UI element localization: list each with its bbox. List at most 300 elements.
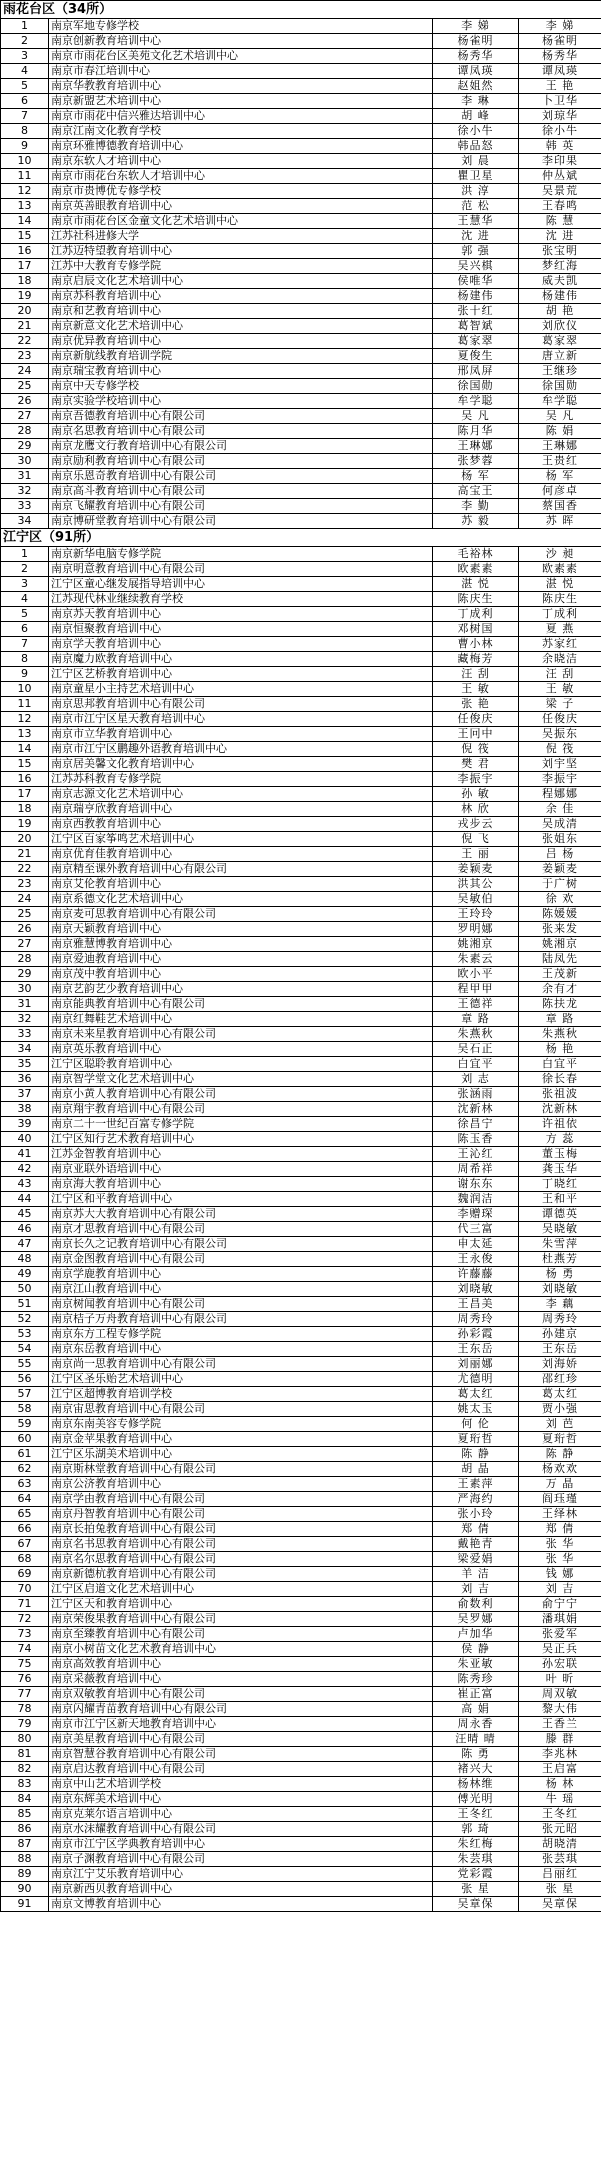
row-number: 89 bbox=[1, 1867, 49, 1882]
school-name: 南京市雨花台东软人才培训中心 bbox=[49, 169, 433, 184]
school-name: 南京市江宁区学典教育培训中心 bbox=[49, 1837, 433, 1852]
principal: 王 敏 bbox=[519, 682, 601, 697]
table-row bbox=[1, 1372, 601, 1387]
table-row bbox=[1, 817, 601, 832]
principal: 俞宁宁 bbox=[519, 1597, 601, 1612]
legal-representative: 欧素素 bbox=[433, 562, 519, 577]
table-row bbox=[1, 1462, 601, 1477]
principal: 王继珍 bbox=[519, 364, 601, 379]
row-number: 31 bbox=[1, 997, 49, 1012]
row-number: 33 bbox=[1, 1027, 49, 1042]
principal: 欧素素 bbox=[519, 562, 601, 577]
principal: 葛太红 bbox=[519, 1387, 601, 1402]
table-row bbox=[1, 439, 601, 454]
school-name: 南京能典教育培训中心有限公司 bbox=[49, 997, 433, 1012]
school-name: 南京创新教育培训中心 bbox=[49, 34, 433, 49]
table-row bbox=[1, 1777, 601, 1792]
table-row bbox=[1, 49, 601, 64]
school-name: 江宁区超博教育培训学校 bbox=[49, 1387, 433, 1402]
table-row bbox=[1, 289, 601, 304]
school-name: 南京新航线教育培训学院 bbox=[49, 349, 433, 364]
row-number: 19 bbox=[1, 289, 49, 304]
row-number: 26 bbox=[1, 922, 49, 937]
legal-representative: 傅光明 bbox=[433, 1792, 519, 1807]
row-number: 58 bbox=[1, 1402, 49, 1417]
principal: 王和平 bbox=[519, 1192, 601, 1207]
table-row bbox=[1, 892, 601, 907]
table-row bbox=[1, 244, 601, 259]
legal-representative: 严海约 bbox=[433, 1492, 519, 1507]
school-name: 南京居美馨文化教育培训中心 bbox=[49, 757, 433, 772]
table-row bbox=[1, 1687, 601, 1702]
legal-representative: 欧小平 bbox=[433, 967, 519, 982]
school-name: 南京市立华教育培训中心 bbox=[49, 727, 433, 742]
legal-representative: 夏珩哲 bbox=[433, 1432, 519, 1447]
row-number: 12 bbox=[1, 712, 49, 727]
legal-representative: 王昌美 bbox=[433, 1297, 519, 1312]
principal: 周双敏 bbox=[519, 1687, 601, 1702]
school-name: 南京小黄人教育培训中心有限公司 bbox=[49, 1087, 433, 1102]
principal: 仲丛斌 bbox=[519, 169, 601, 184]
principal: 姜颖麦 bbox=[519, 862, 601, 877]
table-row bbox=[1, 862, 601, 877]
principal: 陆凤先 bbox=[519, 952, 601, 967]
row-number: 78 bbox=[1, 1702, 49, 1717]
table-row bbox=[1, 379, 601, 394]
table-row bbox=[1, 1552, 601, 1567]
legal-representative: 杨建伟 bbox=[433, 289, 519, 304]
legal-representative: 郑 倩 bbox=[433, 1522, 519, 1537]
table-row bbox=[1, 1762, 601, 1777]
row-number: 87 bbox=[1, 1837, 49, 1852]
principal: 苏家红 bbox=[519, 637, 601, 652]
table-row bbox=[1, 1567, 601, 1582]
table-row bbox=[1, 757, 601, 772]
school-name: 江宁区和平教育培训中心 bbox=[49, 1192, 433, 1207]
row-number: 59 bbox=[1, 1417, 49, 1432]
row-number: 7 bbox=[1, 637, 49, 652]
row-number: 33 bbox=[1, 499, 49, 514]
school-name: 南京学鹿教育培训中心 bbox=[49, 1267, 433, 1282]
principal: 张爱军 bbox=[519, 1627, 601, 1642]
principal: 吴振东 bbox=[519, 727, 601, 742]
principal: 何彦卓 bbox=[519, 484, 601, 499]
school-name: 南京西教教育培训中心 bbox=[49, 817, 433, 832]
legal-representative: 崔正富 bbox=[433, 1687, 519, 1702]
row-number: 15 bbox=[1, 757, 49, 772]
table-row bbox=[1, 907, 601, 922]
school-name: 南京英善眼教育培训中心 bbox=[49, 199, 433, 214]
table-row bbox=[1, 1792, 601, 1807]
row-number: 24 bbox=[1, 364, 49, 379]
principal: 程娜娜 bbox=[519, 787, 601, 802]
principal: 王春鸣 bbox=[519, 199, 601, 214]
row-number: 21 bbox=[1, 847, 49, 862]
school-name: 南京金图教育培训中心有限公司 bbox=[49, 1252, 433, 1267]
row-number: 36 bbox=[1, 1072, 49, 1087]
school-name: 南京市雨花台区美苑文化艺术培训中心 bbox=[49, 49, 433, 64]
table-row bbox=[1, 1447, 601, 1462]
principal: 吕丽红 bbox=[519, 1867, 601, 1882]
principal: 余有才 bbox=[519, 982, 601, 997]
school-name: 南京亚联外语培训中心 bbox=[49, 1162, 433, 1177]
row-number: 28 bbox=[1, 424, 49, 439]
school-name: 南京江山教育培训中心 bbox=[49, 1282, 433, 1297]
school-name: 南京瑞亨欣教育培训中心 bbox=[49, 802, 433, 817]
legal-representative: 倪 筏 bbox=[433, 742, 519, 757]
row-number: 31 bbox=[1, 469, 49, 484]
table-row bbox=[1, 1882, 601, 1897]
row-number: 10 bbox=[1, 682, 49, 697]
legal-representative: 徐小牛 bbox=[433, 124, 519, 139]
legal-representative: 王沁红 bbox=[433, 1147, 519, 1162]
legal-representative: 李 琳 bbox=[433, 94, 519, 109]
row-number: 70 bbox=[1, 1582, 49, 1597]
table-row bbox=[1, 1087, 601, 1102]
row-number: 18 bbox=[1, 802, 49, 817]
principal: 李 藕 bbox=[519, 1297, 601, 1312]
legal-representative: 夏俊生 bbox=[433, 349, 519, 364]
table-row bbox=[1, 1432, 601, 1447]
table-row bbox=[1, 1252, 601, 1267]
school-name: 南京东辉美术培训中心 bbox=[49, 1792, 433, 1807]
principal: 沙 昶 bbox=[519, 547, 601, 562]
row-number: 68 bbox=[1, 1552, 49, 1567]
school-name: 南京麦可思教育培训中心有限公司 bbox=[49, 907, 433, 922]
principal: 余 佳 bbox=[519, 802, 601, 817]
table-row bbox=[1, 1012, 601, 1027]
table-row bbox=[1, 1312, 601, 1327]
table-row bbox=[1, 682, 601, 697]
school-name: 江宁区天和教育培训中心 bbox=[49, 1597, 433, 1612]
legal-representative: 罗明娜 bbox=[433, 922, 519, 937]
legal-representative: 李振宇 bbox=[433, 772, 519, 787]
row-number: 83 bbox=[1, 1777, 49, 1792]
principal: 丁晓红 bbox=[519, 1177, 601, 1192]
principal: 苏 晖 bbox=[519, 514, 601, 529]
table-row bbox=[1, 952, 601, 967]
table-row bbox=[1, 1897, 601, 1912]
principal: 杜燕芳 bbox=[519, 1252, 601, 1267]
table-row bbox=[1, 1732, 601, 1747]
legal-representative: 邓树国 bbox=[433, 622, 519, 637]
principal: 钱 娜 bbox=[519, 1567, 601, 1582]
principal: 徐小牛 bbox=[519, 124, 601, 139]
legal-representative: 邢凤屏 bbox=[433, 364, 519, 379]
table-row bbox=[1, 499, 601, 514]
principal: 张 星 bbox=[519, 1882, 601, 1897]
row-number: 55 bbox=[1, 1357, 49, 1372]
legal-representative: 周秀玲 bbox=[433, 1312, 519, 1327]
legal-representative: 湛 悦 bbox=[433, 577, 519, 592]
legal-representative: 吴罗娜 bbox=[433, 1612, 519, 1627]
row-number: 25 bbox=[1, 379, 49, 394]
table-row bbox=[1, 997, 601, 1012]
principal: 杨欢欢 bbox=[519, 1462, 601, 1477]
legal-representative: 高 娟 bbox=[433, 1702, 519, 1717]
school-name: 江苏迈特望教育培训中心 bbox=[49, 244, 433, 259]
table-row bbox=[1, 1807, 601, 1822]
table-row bbox=[1, 607, 601, 622]
row-number: 27 bbox=[1, 409, 49, 424]
principal: 张姐东 bbox=[519, 832, 601, 847]
table-row bbox=[1, 772, 601, 787]
legal-representative: 王素萍 bbox=[433, 1477, 519, 1492]
school-name: 江苏苏科教育专修学院 bbox=[49, 772, 433, 787]
principal: 李印果 bbox=[519, 154, 601, 169]
legal-representative: 胡 晶 bbox=[433, 1462, 519, 1477]
row-number: 88 bbox=[1, 1852, 49, 1867]
row-number: 16 bbox=[1, 244, 49, 259]
school-name: 南京新德杭教育培训中心有限公司 bbox=[49, 1567, 433, 1582]
legal-representative: 卢加华 bbox=[433, 1627, 519, 1642]
school-name: 南京吾德教育培训中心有限公司 bbox=[49, 409, 433, 424]
school-name: 南京魔力欧教育培训中心 bbox=[49, 652, 433, 667]
table-row bbox=[1, 652, 601, 667]
school-name: 南京新意文化艺术培训中心 bbox=[49, 319, 433, 334]
principal: 余晓洁 bbox=[519, 652, 601, 667]
school-name: 南京优育佳教育培训中心 bbox=[49, 847, 433, 862]
school-name: 南京新西贝教育培训中心 bbox=[49, 1882, 433, 1897]
table-row bbox=[1, 1267, 601, 1282]
school-name: 江苏金智教育培训中心 bbox=[49, 1147, 433, 1162]
school-name: 南京红舞鞋艺术培训中心 bbox=[49, 1012, 433, 1027]
table-row bbox=[1, 214, 601, 229]
table-row bbox=[1, 19, 601, 34]
legal-representative: 申太延 bbox=[433, 1237, 519, 1252]
legal-representative: 王冋中 bbox=[433, 727, 519, 742]
principal: 梁 子 bbox=[519, 697, 601, 712]
table-row bbox=[1, 79, 601, 94]
table-row bbox=[1, 199, 601, 214]
row-number: 5 bbox=[1, 607, 49, 622]
school-name: 江宁区乐湖美术培训中心 bbox=[49, 1447, 433, 1462]
principal: 谭德英 bbox=[519, 1207, 601, 1222]
row-number: 57 bbox=[1, 1387, 49, 1402]
school-name: 江宁区圣乐贻艺术培训中心 bbox=[49, 1372, 433, 1387]
principal: 李 娣 bbox=[519, 19, 601, 34]
row-number: 20 bbox=[1, 304, 49, 319]
principal: 潘琪娟 bbox=[519, 1612, 601, 1627]
school-name: 南京瑞宝教育培训中心 bbox=[49, 364, 433, 379]
school-name: 南京丹智教育培训中心有限公司 bbox=[49, 1507, 433, 1522]
school-name: 江宁区百家筝鸣艺术培训中心 bbox=[49, 832, 433, 847]
row-number: 17 bbox=[1, 787, 49, 802]
school-name: 南京雅慧博教育培训中心 bbox=[49, 937, 433, 952]
row-number: 84 bbox=[1, 1792, 49, 1807]
legal-representative: 孙 敏 bbox=[433, 787, 519, 802]
principal: 杨建伟 bbox=[519, 289, 601, 304]
table-row bbox=[1, 109, 601, 124]
school-name: 南京博研堂教育培训中心有限公司 bbox=[49, 514, 433, 529]
table-row bbox=[1, 1507, 601, 1522]
row-number: 48 bbox=[1, 1252, 49, 1267]
row-number: 16 bbox=[1, 772, 49, 787]
table-row bbox=[1, 64, 601, 79]
principal: 吴晓敏 bbox=[519, 1222, 601, 1237]
row-number: 53 bbox=[1, 1327, 49, 1342]
legal-representative: 王琳娜 bbox=[433, 439, 519, 454]
legal-representative: 赵姐然 bbox=[433, 79, 519, 94]
principal: 牟学聪 bbox=[519, 394, 601, 409]
district-title: 江宁区（91所） bbox=[1, 529, 601, 547]
school-name: 南京江南文化教育学校 bbox=[49, 124, 433, 139]
school-name: 南京乐恩奇教育培训中心有限公司 bbox=[49, 469, 433, 484]
legal-representative: 孙彩霞 bbox=[433, 1327, 519, 1342]
principal: 吴正兵 bbox=[519, 1642, 601, 1657]
school-name: 南京名尔思教育培训中心有限公司 bbox=[49, 1552, 433, 1567]
table-row bbox=[1, 1597, 601, 1612]
table-row bbox=[1, 1207, 601, 1222]
table-row bbox=[1, 967, 601, 982]
principal: 刘宇坚 bbox=[519, 757, 601, 772]
legal-representative: 张 艳 bbox=[433, 697, 519, 712]
legal-representative: 姚湘京 bbox=[433, 937, 519, 952]
table-row bbox=[1, 877, 601, 892]
principal: 王绎林 bbox=[519, 1507, 601, 1522]
principal: 刘 芭 bbox=[519, 1417, 601, 1432]
school-name: 南京采薇教育培训中心 bbox=[49, 1672, 433, 1687]
row-number: 54 bbox=[1, 1342, 49, 1357]
legal-representative: 吴石正 bbox=[433, 1042, 519, 1057]
table-row bbox=[1, 832, 601, 847]
principal: 刘海娇 bbox=[519, 1357, 601, 1372]
legal-representative: 杨秀华 bbox=[433, 49, 519, 64]
principal: 刘欣仪 bbox=[519, 319, 601, 334]
legal-representative: 刘晓敏 bbox=[433, 1282, 519, 1297]
principal: 刘晓敏 bbox=[519, 1282, 601, 1297]
row-number: 64 bbox=[1, 1492, 49, 1507]
row-number: 1 bbox=[1, 547, 49, 562]
row-number: 9 bbox=[1, 667, 49, 682]
table-row bbox=[1, 1477, 601, 1492]
table-row bbox=[1, 139, 601, 154]
table-row bbox=[1, 697, 601, 712]
table-row bbox=[1, 1747, 601, 1762]
principal: 于广树 bbox=[519, 877, 601, 892]
principal: 张芸琪 bbox=[519, 1852, 601, 1867]
legal-representative: 朱燕秋 bbox=[433, 1027, 519, 1042]
principal: 陈 慧 bbox=[519, 214, 601, 229]
principal: 杨 勇 bbox=[519, 1267, 601, 1282]
school-name: 南京苏科教育培训中心 bbox=[49, 289, 433, 304]
principal: 蔡国香 bbox=[519, 499, 601, 514]
school-name: 南京思邦教育培训中心有限公司 bbox=[49, 697, 433, 712]
principal: 贾小强 bbox=[519, 1402, 601, 1417]
legal-representative: 褚兴大 bbox=[433, 1762, 519, 1777]
principal: 张 华 bbox=[519, 1552, 601, 1567]
legal-representative: 何 伦 bbox=[433, 1417, 519, 1432]
table-row bbox=[1, 727, 601, 742]
legal-representative: 汪晴 晴 bbox=[433, 1732, 519, 1747]
school-name: 南京至臻教育培训中心有限公司 bbox=[49, 1627, 433, 1642]
school-name: 南京才思教育培训中心有限公司 bbox=[49, 1222, 433, 1237]
principal: 陈媛媛 bbox=[519, 907, 601, 922]
row-number: 17 bbox=[1, 259, 49, 274]
row-number: 32 bbox=[1, 484, 49, 499]
row-number: 7 bbox=[1, 109, 49, 124]
school-name: 南京环雅博德教育培训中心 bbox=[49, 139, 433, 154]
table-row bbox=[1, 1327, 601, 1342]
principal: 杨雀明 bbox=[519, 34, 601, 49]
table-row bbox=[1, 592, 601, 607]
table-row bbox=[1, 1837, 601, 1852]
school-name: 南京苏天教育培训中心 bbox=[49, 607, 433, 622]
principal: 夏 燕 bbox=[519, 622, 601, 637]
legal-representative: 徐昌宁 bbox=[433, 1117, 519, 1132]
row-number: 18 bbox=[1, 274, 49, 289]
row-number: 85 bbox=[1, 1807, 49, 1822]
row-number: 40 bbox=[1, 1132, 49, 1147]
legal-representative: 魏润洁 bbox=[433, 1192, 519, 1207]
principal: 王贵红 bbox=[519, 454, 601, 469]
row-number: 9 bbox=[1, 139, 49, 154]
legal-representative: 汪 刮 bbox=[433, 667, 519, 682]
table-row bbox=[1, 409, 601, 424]
school-name: 南京启辰文化艺术培训中心 bbox=[49, 274, 433, 289]
table-row bbox=[1, 1402, 601, 1417]
legal-representative: 郭 琦 bbox=[433, 1822, 519, 1837]
school-name: 南京精至课外教育培训中心有限公司 bbox=[49, 862, 433, 877]
principal: 倪 筏 bbox=[519, 742, 601, 757]
legal-representative: 葛家翠 bbox=[433, 334, 519, 349]
table-row bbox=[1, 1057, 601, 1072]
school-name: 南京市贵博优专修学校 bbox=[49, 184, 433, 199]
table-row bbox=[1, 667, 601, 682]
principal: 张宝明 bbox=[519, 244, 601, 259]
legal-representative: 任俊庆 bbox=[433, 712, 519, 727]
row-number: 79 bbox=[1, 1717, 49, 1732]
legal-representative: 朱芸琪 bbox=[433, 1852, 519, 1867]
principal: 徐国勋 bbox=[519, 379, 601, 394]
principal: 邵红珍 bbox=[519, 1372, 601, 1387]
table-row bbox=[1, 514, 601, 529]
school-name: 南京东岳教育培训中心 bbox=[49, 1342, 433, 1357]
principal: 张祖波 bbox=[519, 1087, 601, 1102]
row-number: 73 bbox=[1, 1627, 49, 1642]
legal-representative: 李 勤 bbox=[433, 499, 519, 514]
legal-representative: 张梦蓉 bbox=[433, 454, 519, 469]
table-row bbox=[1, 1537, 601, 1552]
school-name: 南京名书思教育培训中心有限公司 bbox=[49, 1537, 433, 1552]
legal-representative: 洪 淳 bbox=[433, 184, 519, 199]
table-row bbox=[1, 982, 601, 997]
principal: 章 路 bbox=[519, 1012, 601, 1027]
principal: 吕 杨 bbox=[519, 847, 601, 862]
row-number: 81 bbox=[1, 1747, 49, 1762]
row-number: 77 bbox=[1, 1687, 49, 1702]
legal-representative: 吴兴棋 bbox=[433, 259, 519, 274]
table-row bbox=[1, 94, 601, 109]
school-name: 南京小树苗文化艺术教育培训中心 bbox=[49, 1642, 433, 1657]
table-row bbox=[1, 484, 601, 499]
legal-representative: 王德祥 bbox=[433, 997, 519, 1012]
principal: 孙建京 bbox=[519, 1327, 601, 1342]
school-name: 南京龙鹰文行教育培训中心有限公司 bbox=[49, 439, 433, 454]
row-number: 2 bbox=[1, 34, 49, 49]
table-row bbox=[1, 124, 601, 139]
table-row bbox=[1, 562, 601, 577]
district-header bbox=[1, 1, 601, 19]
principal: 杨 艳 bbox=[519, 1042, 601, 1057]
table-row bbox=[1, 1162, 601, 1177]
principal: 黎大伟 bbox=[519, 1702, 601, 1717]
row-number: 71 bbox=[1, 1597, 49, 1612]
principal: 杨 林 bbox=[519, 1777, 601, 1792]
school-name: 江苏中大教育专修学院 bbox=[49, 259, 433, 274]
school-name: 南京和艺教育培训中心 bbox=[49, 304, 433, 319]
school-name: 南京水沫耀教育培训中心有限公司 bbox=[49, 1822, 433, 1837]
